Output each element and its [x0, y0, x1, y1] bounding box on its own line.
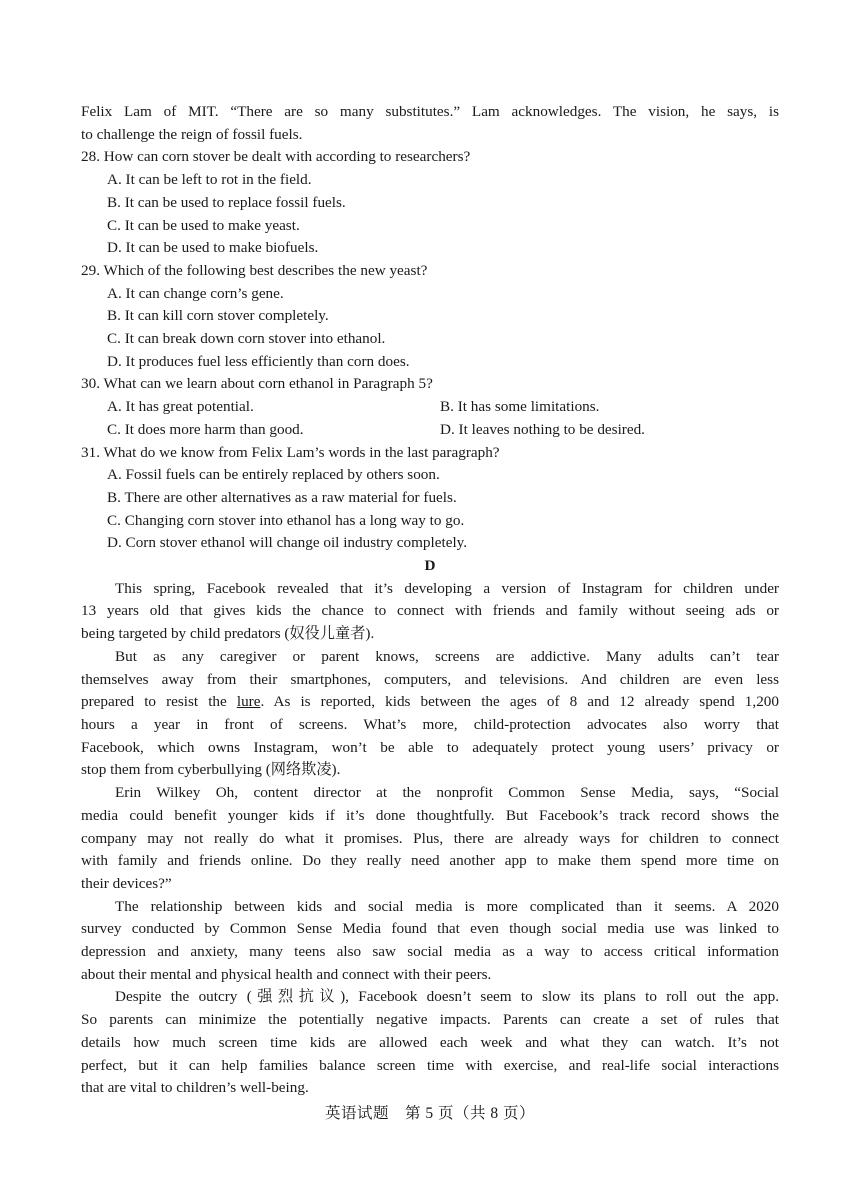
answer-option: B. It has some limitations. [440, 398, 600, 416]
answer-option: B. There are other alternatives as a raw material for fuels. [107, 488, 457, 506]
question-29 [81, 260, 779, 374]
text-line: depression and anxiety, many teens also saw social media as a way to access critical information [81, 943, 779, 961]
text-line: Felix Lam of MIT. “There are so many substitutes.” Lam acknowledges. The vision, he says, is [81, 103, 779, 120]
question-stem: 28. How can corn stover be dealt with according to researchers? [81, 148, 471, 166]
answer-option: A. It can change corn’s gene. [107, 284, 284, 302]
page-footer: 英语试题 第 5 页（共 8 页） [324, 1105, 535, 1122]
answer-option: D. It can be used to make biofuels. [107, 239, 319, 257]
document-page [81, 101, 779, 1100]
passage-paragraph [81, 782, 779, 896]
answer-option: A. It can be left to rot in the field. [107, 171, 312, 189]
passage-paragraph [81, 986, 779, 1100]
answer-option: D. Corn stover ethanol will change oil industry completely. [107, 534, 468, 552]
answer-option: D. It produces fuel less efficiently than corn does. [107, 352, 410, 370]
passage-paragraph [81, 578, 779, 646]
text-line: stop them from cyberbullying (网络欺凌). [81, 761, 341, 779]
text-line: The relationship between kids and social media is more complicated than it seems. A 2020 [115, 897, 779, 915]
question-31 [81, 442, 779, 556]
answer-option: B. It can kill corn stover completely. [107, 307, 329, 325]
underlined-word: lure [236, 693, 261, 711]
text-segment: . As is reported, kids between the ages of 8 and 12 already spend 1,200 [260, 693, 779, 711]
text-line-with-underline [81, 691, 779, 714]
answer-option-row [81, 396, 779, 419]
answer-option: B. It can be used to replace fossil fuels. [107, 193, 346, 211]
answer-option: D. It leaves nothing to be desired. [440, 420, 645, 438]
text-line: details how much screen time kids are allowed each week and what they can watch. It’s not [81, 1033, 779, 1051]
text-line: survey conducted by Common Sense Media found that even though social media use was linked to [81, 920, 779, 938]
text-line: 13 years old that gives kids the chance to connect with friends and family without seeing ads or [81, 602, 779, 620]
text-line: with family and friends online. Do they really need another app to make them spend more time on [81, 852, 779, 870]
intro-paragraph [81, 101, 779, 146]
text-line: Despite the outcry (强烈抗议), Facebook doesn’t seem to slow its plans to roll out the app. [115, 988, 779, 1006]
text-line: perfect, but it can help families balance screen time with exercise, and real-life social interactions [81, 1056, 779, 1074]
text-line: So parents can minimize the potentially negative impacts. Parents can create a set of rules that [81, 1011, 779, 1029]
question-stem: 29. Which of the following best describes the new yeast? [81, 261, 428, 279]
answer-option: C. Changing corn stover into ethanol has a long way to go. [107, 511, 465, 529]
text-line: themselves away from their smartphones, computers, and televisions. And children are even less [81, 670, 779, 688]
text-line: But as any caregiver or parent knows, screens are addictive. Many adults can’t tear [115, 647, 779, 665]
text-line: media could benefit younger kids if it’s done thoughtfully. But Facebook’s track record shows the [81, 806, 779, 824]
question-stem: 30. What can we learn about corn ethanol in Paragraph 5? [81, 375, 433, 393]
section-heading: D [424, 557, 436, 575]
answer-option: A. Fossil fuels can be entirely replaced by others soon. [107, 466, 440, 484]
text-line: Facebook, which owns Instagram, won’t be able to adequately protect young users’ privacy or [81, 738, 779, 756]
text-line: company may not really do what it promises. Plus, there are already ways for children to connect [81, 829, 779, 847]
passage-paragraph [81, 646, 779, 782]
question-28 [81, 146, 779, 260]
text-line: This spring, Facebook revealed that it’s developing a version of Instagram for children under [115, 579, 779, 597]
answer-option-row [81, 419, 779, 442]
text-line: that are vital to children’s well-being. [81, 1079, 309, 1097]
text-line: being targeted by child predators (奴役儿童者). [81, 625, 375, 643]
answer-option: A. It has great potential. [107, 398, 254, 416]
text-line: about their mental and physical health and connect with their peers. [81, 965, 492, 983]
text-line: Erin Wilkey Oh, content director at the nonprofit Common Sense Media, says, “Social [115, 784, 779, 802]
text-line: to challenge the reign of fossil fuels. [81, 125, 303, 143]
question-stem: 31. What do we know from Felix Lam’s words in the last paragraph? [81, 443, 500, 461]
answer-option: C. It does more harm than good. [107, 420, 304, 438]
answer-option: C. It can break down corn stover into ethanol. [107, 330, 386, 348]
answer-option: C. It can be used to make yeast. [107, 216, 300, 234]
passage-paragraph [81, 896, 779, 987]
text-line: hours a year in front of screens. What’s more, child-protection advocates also worry that [81, 715, 779, 733]
text-line: their devices?” [81, 874, 172, 892]
text-segment: prepared to resist the [81, 693, 237, 711]
question-30 [81, 373, 779, 441]
